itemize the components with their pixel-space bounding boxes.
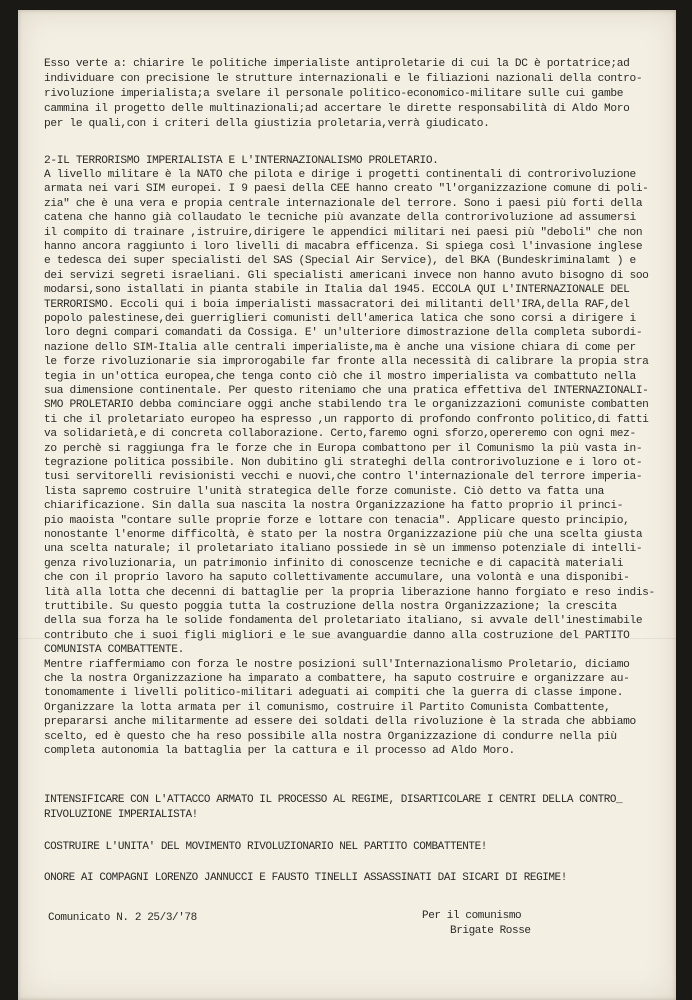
text-line: A livello militare è la NATO che pilota e dirige i progetti continentali di controrivoluzione: [44, 169, 636, 181]
text-line: scelto, ed è questo che ha reso possibile alla nostra Organizzazione di condurre nella più: [44, 730, 617, 743]
text-line: che la nostra Organizzazione ha imparato a combattere, ha saputo costruire e organizzare au-: [44, 673, 630, 685]
slogan-line: ONORE AI COMPAGNI LORENZO JANNUCCI E FAUSTO TINELLI ASSASSINATI DAI SICARI DI REGIME!: [44, 872, 567, 884]
slogan-line: RIVOLUZIONE IMPERIALISTA!: [44, 809, 198, 821]
section-title: 2-IL TERRORISMO IMPERIALISTA E L'INTERNAZIONALISMO PROLETARIO.: [44, 155, 439, 167]
text-line: una scelta naturale; il proletariato italiano possiede in sè un immenso potenziale di intelli-: [44, 543, 643, 556]
text-line: contributo che i suoi figli migliori e le sue avanguardie danno alla costruzione del PARTITO: [44, 629, 630, 642]
text-line: hanno ancora raggiunto i loro livelli di macabra efficenza. Si spiega così l'invasione inglese: [44, 241, 643, 253]
slogan-line: INTENSIFICARE CON L'ATTACCO ARMATO IL PROCESSO AL REGIME, DISARTICOLARE I CENTRI DELLA CONTRO_: [44, 794, 623, 806]
text-line: che con il proprio lavoro ha saputo collettivamente accumulare, una volontà e una disponibi-: [44, 572, 630, 585]
text-line: ti che il proletariato europeo ha espresso ,un rapporto di profondo confronto politico,di fatti: [44, 413, 649, 426]
signature: Brigate Rosse: [450, 925, 531, 937]
text-line: va solidarietà,e di concreta collaborazione. Certo,faremo ogni sforzo,opereremo con ogni mez-: [44, 428, 636, 441]
text-line: individuare con precisione le strutture internazionali e le filiazioni nazionali della contro-: [44, 73, 643, 85]
text-line: Organizzare la lotta armata per il comunismo, costruire il Partito Comunista Combattente,: [44, 701, 611, 714]
text-line: loro degni compari comandati da Cossiga. E' un'ulteriore dimostrazione della completa subordi-: [44, 327, 643, 340]
text-line: COMUNISTA COMBATTENTE.: [44, 644, 184, 657]
text-line: rivoluzione imperialista;a svelare il personale politico-economico-militare sulle cui gambe: [44, 88, 624, 100]
text-line: nazione dello SIM-Italia alle centrali imperialiste,ma è anche una visione chiara di come per: [44, 341, 636, 354]
text-line: e tedesca dei super specialisti del SAS (Special Air Service), del BKA (Bundeskriminalamt ) e: [44, 255, 636, 268]
text-line: tegrazione politica possibile. Non dubitino gli strateghi della controrivoluzione e i loro ot-: [44, 457, 643, 469]
text-line: popolo palestinese,dei guerriglieri comunisti dell'america latica che sono corsi a dirigere i: [44, 313, 636, 325]
text-line: SMO PROLETARIO debba cominciare oggi anche stabilendo tra le organizzazioni comuniste combatten: [44, 399, 649, 412]
text-line: prepararsi anche militarmente ad essere dei soldati della rivoluzione è la strada che abbiamo: [44, 716, 636, 729]
text-line: pio maoista "contare sulle proprie forze e lottare con tenacia". Applicare questo principio,: [44, 514, 630, 527]
text-line: cammina il progetto delle multinazionali;ad accertare le dirette responsabilità di Aldo Moro: [44, 103, 630, 115]
text-line: chiarificazione. Sin dalla sua nascita la nostra Organizzazione ha fatto proprio il princi-: [44, 500, 624, 513]
text-line: zia" che è una vera e propia centrale internazionale del terrore. Sono i paesi più forti della: [44, 197, 643, 210]
document-page: [18, 10, 676, 1000]
text-line: per le quali,con i criteri della giustizia proletaria,verrà giudicato.: [44, 118, 490, 130]
text-line: TERRORISMO. Eccoli qui i boia imperialisti massacratori dei militanti dell'IRA,della RAF,del: [44, 298, 630, 311]
text-line: della sua forza ha le solide fondamenta del proletariato italiano, si avvale dell'inestimabile: [44, 615, 643, 628]
text-line: le forze rivoluzionarie sia improrogabile far fronte alla necessità di calibrare la propia stra: [44, 356, 649, 369]
text-line: lista sapremo costruire l'unità strategica delle forze comuniste. Ciò detto va fatta una: [44, 485, 604, 498]
text-line: truttibile. Su questo poggia tutta la costruzione della nostra Organizzazione; la crescita: [44, 601, 617, 613]
text-line: armata nei vari SIM europei. I 9 paesi della CEE hanno creato "l'organizzazione comune di poli-: [44, 183, 649, 196]
text-line: Mentre riaffermiamo con forza le nostre posizioni sull'Internazionalismo Proletario, diciamo: [44, 658, 630, 671]
text-line: zo perchè si raggiunga fra le forze che in Europa combattono per il Comunismo la più vasta in-: [44, 442, 643, 455]
text-line: modarsi,sono istallati in pianta stabile in Italia dal 1945. ECCOLA QUI L'INTERNAZIONALE DEL: [44, 284, 630, 297]
slogan-line: COSTRUIRE L'UNITA' DEL MOVIMENTO RIVOLUZIONARIO NEL PARTITO COMBATTENTE!: [44, 841, 487, 853]
communique-number: Comunicato N. 2 25/3/'78: [48, 912, 197, 924]
text-line: dei servizi segreti israeliani. Gli specialisti americani invece non hanno avuto bisogno di soo: [44, 269, 649, 282]
text-line: completa autonomia la battaglia per la cattura e il processo ad Aldo Moro.: [44, 745, 515, 757]
text-line: tonomamente i livelli politico-militari adeguati ai compiti che la guerra di classe impone.: [44, 687, 624, 700]
text-line: sua dimensione continentale. Per questo riteniamo che una pratica effettiva del INTERNAZIONALI-: [44, 385, 649, 397]
text-line: il compito di trainare ,istruire,dirigere le appendici militari nei paesi più "deboli" che non: [44, 226, 643, 239]
text-line: genza rivoluzionaria, un patrimonio infinito di conoscenze tecniche e di capacità materiali: [44, 557, 624, 570]
text-line: catena che hanno già collaudato le tecniche più avanzate della controrivoluzione ad assumersi: [44, 212, 636, 225]
text-line: lità alla lotta che decenni di battaglie per la propria liberazione hanno forgiato e reso indis-: [44, 586, 655, 599]
signoff-text: Per il comunismo: [422, 910, 522, 922]
text-line: Esso verte a: chiarire le politiche imperialiste antiproletarie di cui la DC è portatrice;ad: [44, 58, 630, 70]
text-line: tegia in un'ottica europea,che tenga conto ciò che il mostro imperialista va combattuto nella: [44, 370, 636, 383]
text-line: nonostante l'enorme difficoltà, è stato per la nostra Organizzazione più che una scelta giusta: [44, 529, 643, 541]
text-line: tusi servitorelli revisionisti vecchi e nuovi,che contro l'internazionale del terrore imperia-: [44, 471, 643, 484]
